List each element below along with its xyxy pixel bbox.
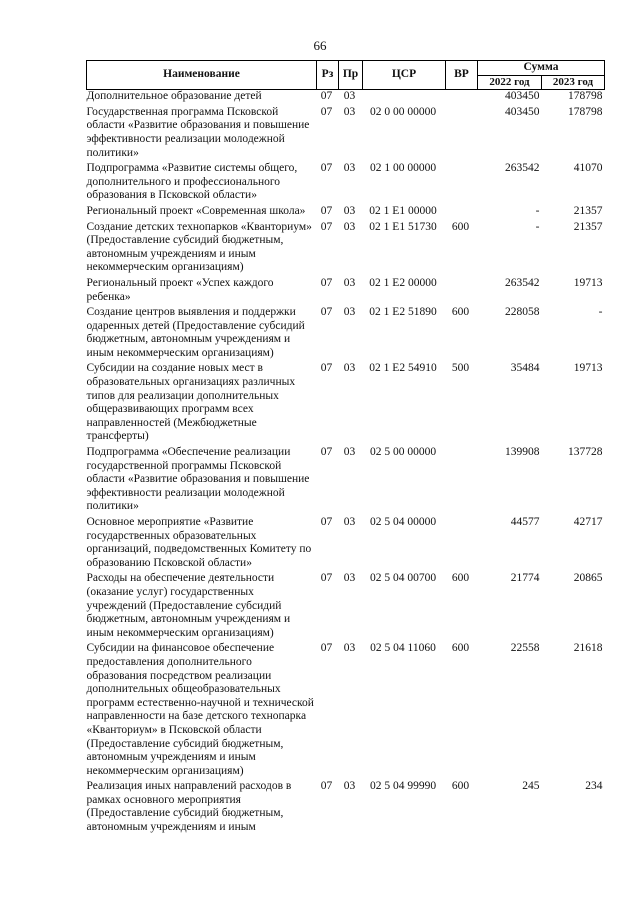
- row-vr: [446, 106, 478, 162]
- row-pr: 03: [343, 642, 356, 655]
- row-name: Подпрограмма «Развитие системы общего, дополнительного и профессионального образования в Псковской области»: [86, 162, 298, 202]
- row-sum-2023: 178798: [568, 90, 603, 103]
- row-csr: [363, 90, 446, 106]
- row-rz: 07: [320, 306, 333, 319]
- page-number: 66: [313, 38, 327, 53]
- header-vr: ВР: [446, 61, 478, 90]
- row-pr: 03: [343, 572, 356, 585]
- table-header: [87, 61, 605, 90]
- row-sum-2022: 263542: [505, 162, 540, 175]
- row-vr: 600: [451, 220, 470, 233]
- header-year-2023: 2023 год: [542, 75, 605, 90]
- row-sum-2023: 42717: [573, 516, 603, 528]
- row-sum-2022: 403450: [505, 90, 540, 103]
- header-rz: Рз: [317, 61, 339, 90]
- row-sum-2023: 19713: [573, 362, 603, 375]
- row-pr: 03: [343, 516, 356, 528]
- row-csr: 02 1 E2 54910: [369, 362, 437, 375]
- row-vr: [446, 277, 478, 306]
- table-row: [87, 780, 605, 836]
- row-name: Расходы на обеспечение деятельности (оказание услуг) государственных учреждений (Предоставление субсидий бюджетным, автономным учреждениям и иным некоммерческим организациям): [86, 572, 291, 639]
- row-sum-2023: 234: [585, 780, 603, 793]
- table-row: [87, 642, 605, 780]
- row-sum-2022: 44577: [510, 516, 540, 528]
- row-pr: 03: [343, 90, 356, 103]
- header-year-2022: 2022 год: [478, 75, 542, 90]
- row-csr: 02 1 E1 00000: [369, 204, 437, 217]
- row-name: Создание детских технопарков «Кванториум» (Предоставление субсидий бюджетным, автономным учреждениям и иным некоммерческим организациям): [86, 220, 312, 274]
- row-name: Дополнительное образование детей: [86, 90, 262, 103]
- table-row: [87, 162, 605, 205]
- header-csr: ЦСР: [363, 61, 446, 90]
- row-rz: 07: [320, 162, 333, 175]
- row-rz: 07: [320, 90, 333, 103]
- row-name: Подпрограмма «Обеспечение реализации государственной программы Псковской области «Развитие образования и повышение эффективности реализации молодежной политики»: [86, 446, 310, 513]
- row-csr: 02 5 04 99990: [369, 780, 437, 793]
- row-sum-2022: -: [535, 220, 540, 233]
- table-body: [87, 90, 605, 837]
- row-rz: 07: [320, 516, 333, 528]
- row-vr: 600: [451, 306, 470, 319]
- row-sum-2022: 263542: [505, 276, 540, 289]
- row-sum-2022: 35484: [510, 362, 540, 375]
- header-sum: Сумма: [478, 61, 605, 76]
- row-sum-2022: 228058: [505, 306, 540, 319]
- row-sum-2023: 19713: [573, 276, 603, 289]
- row-rz: 07: [320, 220, 333, 233]
- row-sum-2022: 22558: [510, 642, 540, 655]
- table-row: [87, 277, 605, 306]
- row-pr: 03: [343, 780, 356, 793]
- row-csr: 02 5 00 00000: [369, 446, 437, 459]
- row-rz: 07: [320, 105, 333, 118]
- row-csr: 02 0 00 00000: [369, 105, 437, 118]
- row-rz: 07: [320, 204, 333, 217]
- table-row: [87, 205, 605, 221]
- row-sum-2022: 21774: [510, 572, 540, 585]
- row-pr: 03: [343, 220, 356, 233]
- row-name: Государственная программа Псковской области «Развитие образования и повышение эффективности реализации молодежной политики»: [86, 105, 310, 159]
- row-vr: [446, 446, 478, 516]
- row-csr: 02 5 04 11060: [370, 642, 436, 655]
- row-vr: [446, 205, 478, 221]
- table-row: [87, 306, 605, 362]
- row-rz: 07: [320, 446, 333, 459]
- row-vr: [446, 516, 478, 572]
- table-row: [87, 362, 605, 446]
- row-sum-2023: 178798: [568, 105, 603, 118]
- row-pr: 03: [343, 306, 356, 319]
- table-row: [87, 106, 605, 162]
- row-name: Основное мероприятие «Развитие государственных образовательных организаций, подведомственных Комитету по образованию Псковской области»: [86, 516, 312, 569]
- row-vr: [446, 162, 478, 205]
- row-sum-2022: -: [535, 204, 540, 217]
- row-sum-2023: 21357: [573, 220, 603, 233]
- row-vr: 600: [451, 572, 470, 585]
- row-sum-2022: 139908: [505, 446, 540, 459]
- row-csr: 02 1 00 00000: [369, 162, 437, 175]
- row-rz: 07: [320, 572, 333, 585]
- table-row: [87, 516, 605, 572]
- table-row: [87, 90, 605, 106]
- row-rz: 07: [320, 642, 333, 655]
- row-sum-2023: 21357: [573, 204, 603, 217]
- row-csr: 02 1 E2 00000: [369, 276, 437, 289]
- row-rz: 07: [320, 780, 333, 793]
- row-sum-2022: 403450: [505, 105, 540, 118]
- row-pr: 03: [343, 162, 356, 175]
- row-vr: 600: [451, 642, 470, 655]
- table-row: [87, 446, 605, 516]
- row-vr: 600: [451, 780, 470, 793]
- row-name: Создание центров выявления и поддержки одаренных детей (Предоставление субсидий бюджетным, автономным учреждениям и иным некоммерческим организациям): [86, 306, 305, 359]
- header-pr: Пр: [339, 61, 363, 90]
- row-rz: 07: [320, 276, 333, 289]
- row-name: Реализация иных направлений расходов в рамках основного мероприятия (Предоставление субсидий бюджетным, автономным учреждениям и иным: [86, 780, 292, 834]
- table-row: [87, 572, 605, 642]
- row-sum-2022: 245: [522, 780, 540, 793]
- row-sum-2023: 137728: [568, 446, 603, 459]
- row-pr: 03: [343, 446, 356, 459]
- row-pr: 03: [343, 276, 356, 289]
- budget-table: [86, 60, 605, 837]
- row-sum-2023: 20865: [573, 572, 603, 585]
- row-name: Региональный проект «Успех каждого ребенка»: [86, 276, 274, 303]
- row-csr: 02 5 04 00700: [369, 572, 437, 585]
- row-pr: 03: [343, 362, 356, 375]
- row-name: Субсидии на финансовое обеспечение предоставления дополнительного образования посредством реализации дополнительных общеобразовательных программ естественно-научной и технической направленности на базе детского технопарка «Кванториум» в Псковской области (Предоставление субсидий бюджетным, автономным учреждениям и иным некоммерческим организациям): [86, 642, 314, 777]
- row-rz: 07: [320, 362, 333, 375]
- row-sum-2023: 41070: [573, 162, 603, 175]
- row-name: Региональный проект «Современная школа»: [86, 204, 306, 217]
- row-csr: 02 5 04 00000: [369, 516, 437, 528]
- row-vr: 500: [451, 362, 470, 375]
- row-pr: 03: [343, 105, 356, 118]
- row-sum-2023: -: [598, 306, 603, 319]
- row-pr: 03: [343, 204, 356, 217]
- row-vr: [446, 90, 478, 106]
- row-name: Субсидии на создание новых мест в образовательных организациях различных типов для реализации дополнительных общеразвивающих программ всех направленностей (Межбюджетные трансферты): [86, 362, 296, 443]
- table-row: [87, 221, 605, 277]
- row-sum-2023: 21618: [573, 642, 603, 655]
- row-csr: 02 1 E1 51730: [369, 220, 437, 233]
- row-csr: 02 1 E2 51890: [369, 306, 437, 319]
- header-name: Наименование: [87, 61, 317, 90]
